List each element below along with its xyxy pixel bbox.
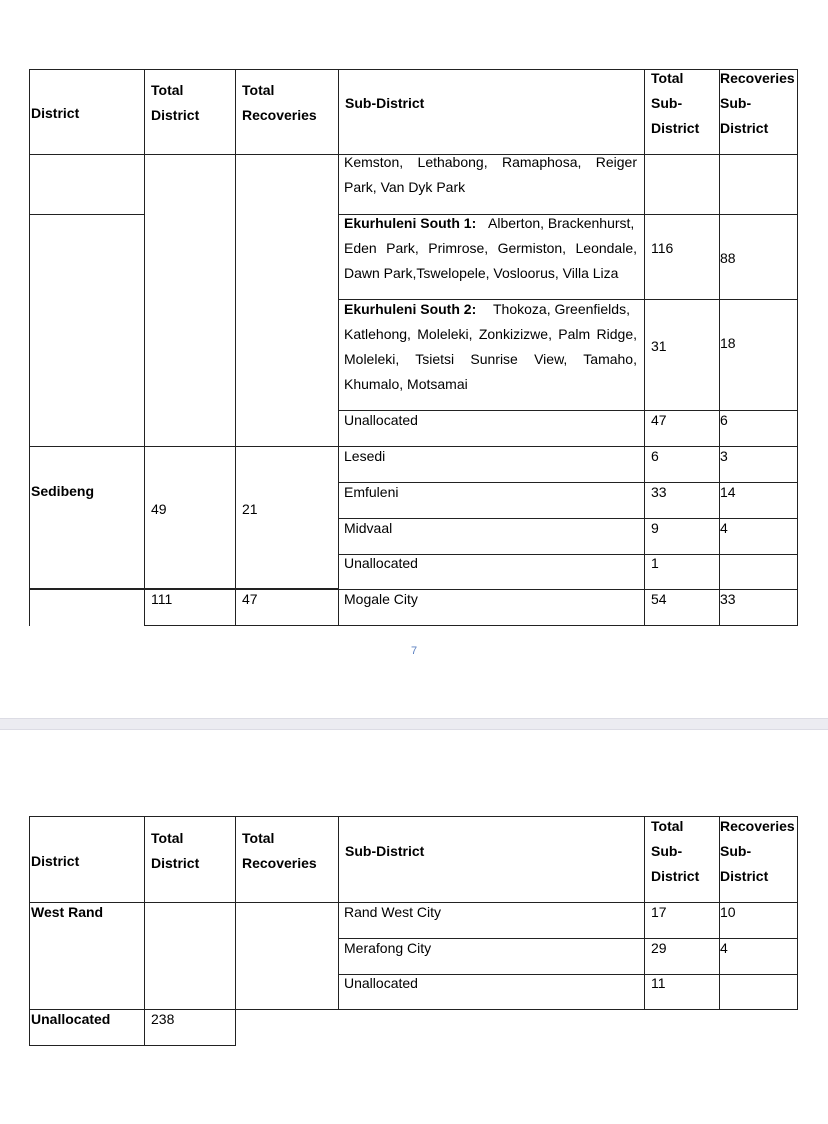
header-sub-district: Sub-District xyxy=(345,95,425,111)
header-recoveries-sub-district-line1: Recoveries xyxy=(720,70,795,86)
header-total-sub-district-line2: Sub- xyxy=(651,95,683,111)
sub-district-text: Kemston, Lethabong, Ramaphosa, Reiger xyxy=(344,154,637,170)
district-name: Unallocated xyxy=(31,1011,111,1027)
sub-district-text: Merafong City xyxy=(344,940,432,956)
header-recoveries-sub-district-line3: District xyxy=(720,120,769,136)
header-total-district-line1: Total xyxy=(151,82,184,98)
recoveries-cell-unallocated-west-rand xyxy=(719,974,798,1010)
header-recoveries-sub-district-line1: Recoveries xyxy=(720,818,795,834)
district-name: West Rand xyxy=(31,904,104,920)
sub-district-text: Rand West City xyxy=(344,904,441,920)
sub-district-text: Unallocated xyxy=(344,555,418,571)
recoveries-cell-merafong-city xyxy=(719,938,798,975)
total-sub-district-value: 116 xyxy=(651,240,674,256)
total-recoveries-value: 21 xyxy=(242,501,258,517)
total-sub-district-value: 1 xyxy=(651,555,659,571)
recoveries-cell-kemston xyxy=(719,154,798,215)
recoveries-sub-district-value: 14 xyxy=(720,484,736,500)
total-recoveries-cell-continued xyxy=(235,154,339,447)
header-total-district-line1: Total xyxy=(151,830,184,846)
document-page-8 xyxy=(0,730,828,1124)
recoveries-cell-unallocated-sedibeng xyxy=(719,554,798,590)
district-cell-continued-a xyxy=(29,154,145,215)
recoveries-sub-district-value: 4 xyxy=(720,520,728,536)
district-name: Sedibeng xyxy=(31,483,95,499)
total-district-value: 49 xyxy=(151,501,167,517)
total-sub-district-value: 11 xyxy=(651,975,666,991)
total-sub-district-value: 6 xyxy=(651,448,659,464)
sub-district-text: Unallocated xyxy=(344,975,418,991)
total-sub-district-value: 33 xyxy=(651,484,667,500)
total-district-value: 238 xyxy=(151,1011,175,1027)
recoveries-cell-midvaal xyxy=(719,518,798,555)
page-number: 7 xyxy=(410,645,418,657)
total-recoveries-value: 47 xyxy=(242,591,258,607)
sub-district-heading: Ekurhuleni South 2: xyxy=(344,301,477,317)
total-cell-kemston xyxy=(644,154,720,215)
district-cell-continued-b xyxy=(29,214,145,447)
recoveries-cell-unallocated xyxy=(719,410,798,447)
header-total-sub-district-line1: Total xyxy=(651,818,684,834)
header-total-recoveries-line2: Recoveries xyxy=(242,107,317,123)
total-sub-district-value: 54 xyxy=(651,591,667,607)
total-sub-district-value: 17 xyxy=(651,904,667,920)
header-total-sub-district-line2: Sub- xyxy=(651,843,683,859)
recoveries-sub-district-value: 4 xyxy=(720,940,728,956)
total-district-cell-west-rand xyxy=(144,902,236,1010)
header-district: District xyxy=(31,105,80,121)
total-sub-district-value: 9 xyxy=(651,520,659,536)
recoveries-sub-district-value: 10 xyxy=(720,904,736,920)
district-cell-sedibeng xyxy=(29,446,145,589)
header-total-sub-district-line3: District xyxy=(651,120,700,136)
header-total-district-line2: District xyxy=(151,107,200,123)
header-district: District xyxy=(31,853,80,869)
total-district-value: 111 xyxy=(151,591,173,607)
total-sub-district-value: 47 xyxy=(651,412,667,428)
sub-district-text: Dawn Park,Tswelopele, Vosloorus, Villa Liza xyxy=(344,265,619,281)
header-recoveries-sub-district-line3: District xyxy=(720,868,769,884)
sub-district-text: Park, Van Dyk Park xyxy=(344,179,466,195)
header-sub-district: Sub-District xyxy=(345,843,425,859)
sub-district-text: Eden Park, Primrose, Germiston, Leondale, xyxy=(344,240,637,256)
page-separator xyxy=(0,718,828,730)
header-total-recoveries-line2: Recoveries xyxy=(242,855,317,871)
header-recoveries-sub-district-line2: Sub- xyxy=(720,843,752,859)
recoveries-sub-district-value: 33 xyxy=(720,591,736,607)
total-district-cell-continued xyxy=(144,154,236,447)
sub-district-text: Emfuleni xyxy=(344,484,399,500)
recoveries-sub-district-value: 18 xyxy=(720,335,736,351)
recoveries-sub-district-value: 6 xyxy=(720,412,728,428)
total-recoveries-cell-west-rand xyxy=(235,902,339,1010)
header-recoveries-sub-district-line2: Sub- xyxy=(720,95,752,111)
sub-district-text: Moleleki, Tsietsi Sunrise View, Tamaho, xyxy=(344,351,637,367)
sub-district-text: Khumalo, Motsamai xyxy=(344,376,468,392)
header-total-recoveries-line1: Total xyxy=(242,830,275,846)
header-total-recoveries-line1: Total xyxy=(242,82,275,98)
recoveries-cell-lesedi xyxy=(719,446,798,483)
sub-district-text: Mogale City xyxy=(344,591,418,607)
header-total-sub-district-line1: Total xyxy=(651,70,684,86)
sub-district-text: Unallocated xyxy=(344,412,418,428)
sub-district-text: Thokoza, Greenfields, xyxy=(493,301,630,317)
header-total-district-line2: District xyxy=(151,855,200,871)
sub-district-text: Katlehong, Moleleki, Zonkizizwe, Palm Ridge, xyxy=(344,326,637,342)
sub-district-heading: Ekurhuleni South 1: xyxy=(344,215,477,231)
sub-district-text: Midvaal xyxy=(344,520,393,536)
district-cell-west-rand-partial xyxy=(29,589,145,626)
header-total-sub-district-line3: District xyxy=(651,868,700,884)
total-sub-district-value: 31 xyxy=(651,338,667,354)
sub-district-text: Alberton, Brackenhurst, xyxy=(488,215,635,231)
recoveries-sub-district-value: 3 xyxy=(720,448,728,464)
sub-district-text: Lesedi xyxy=(344,448,386,464)
recoveries-sub-district-value: 88 xyxy=(720,250,736,266)
total-sub-district-value: 29 xyxy=(651,940,667,956)
